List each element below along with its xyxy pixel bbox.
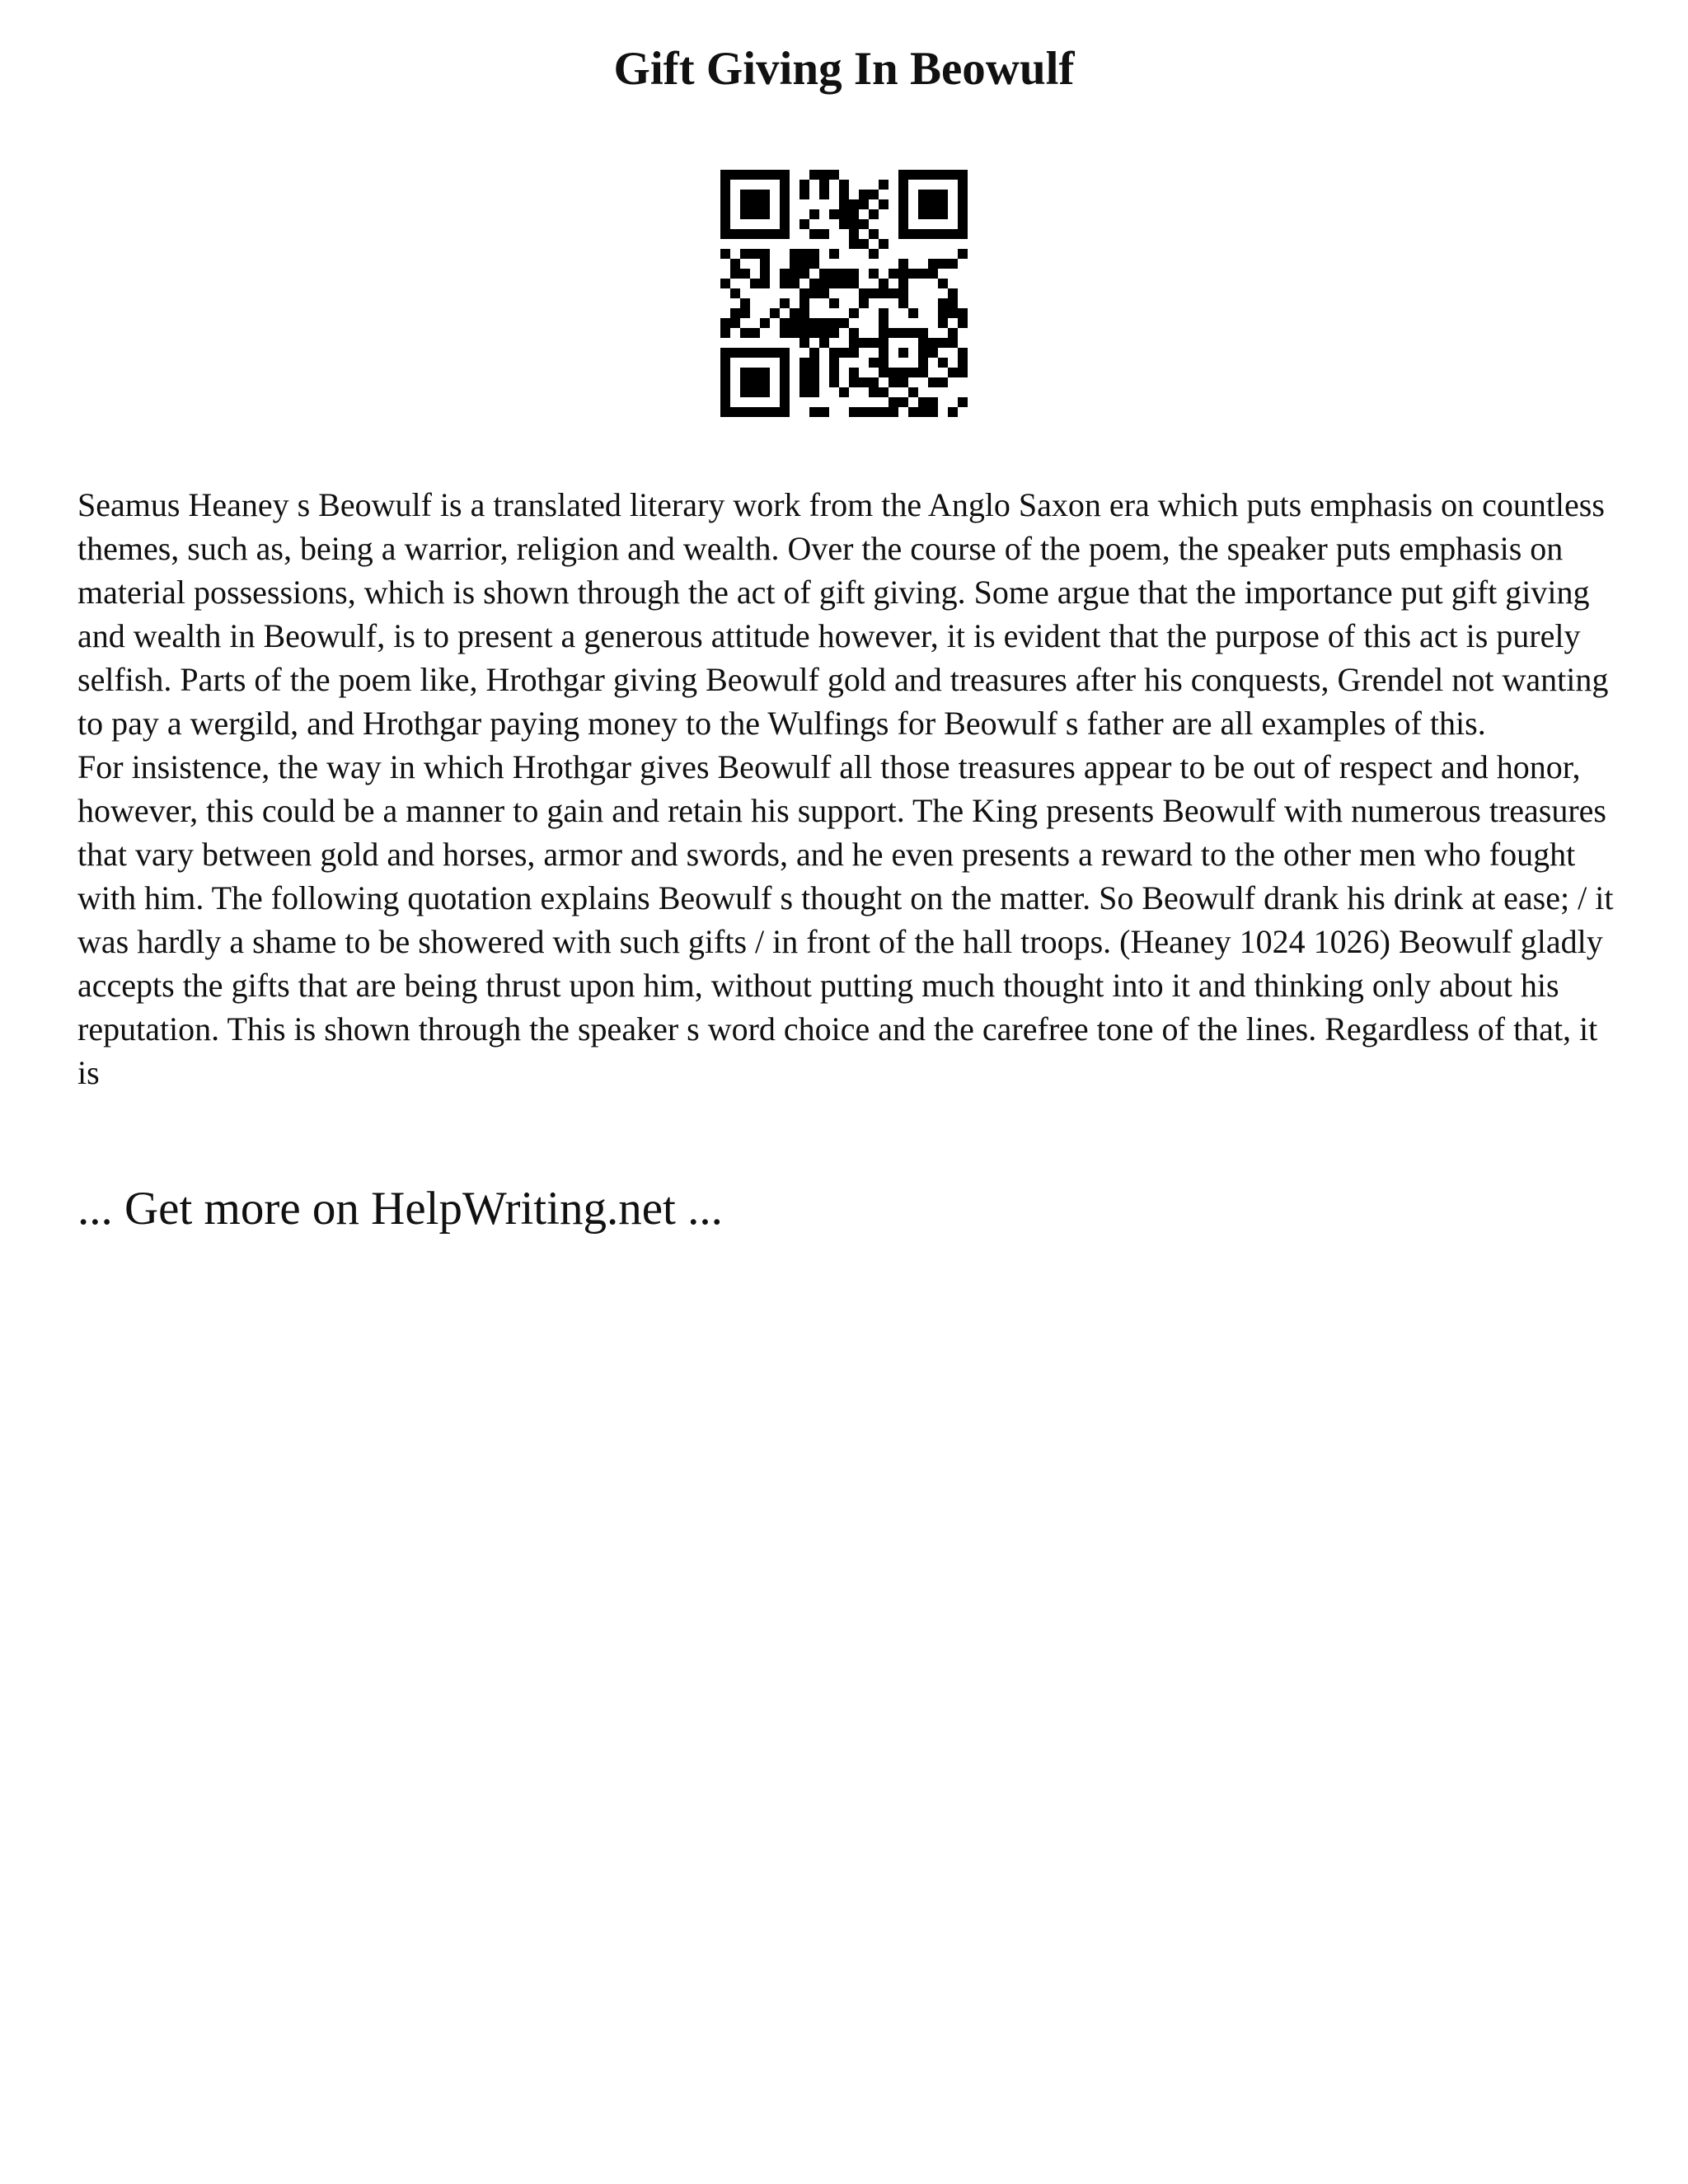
article-body <box>77 483 1627 1094</box>
get-more-link[interactable]: ... Get more on HelpWriting.net ... <box>77 1183 723 1235</box>
paragraph-1: Seamus Heaney s Beowulf is a translated literary work from the Anglo Saxon era which puts emphasis on countless themes, such as, being a warrior, religion and wealth. Over the course of the poem, the speaker puts emphasis on material possessions, which is shown through the act of gift giving. Some argue that the importance put gift giving and wealth in Beowulf, is to present a generous attitude however, it is evident that the purpose of this act is purely selfish. Parts of the poem like, Hrothgar giving Beowulf gold and treasures after his conquests, Grendel not wanting to pay a wergild, and Hrothgar paying money to the Wulfings for Beowulf s father are all examples of this. <box>77 486 1609 742</box>
qr-code-icon <box>720 170 968 417</box>
page-title: Gift Giving In Beowulf <box>613 43 1075 95</box>
paragraph-2: For insistence, the way in which Hrothgar gives Beowulf all those treasures appear to be out of respect and honor, however, this could be a manner to gain and retain his support. The King presents Beowulf with numerous treasures that vary between gold and horses, armor and swords, and he even presents a reward to the other men who fought with him. The following quotation explains Beowulf s thought on the matter. So Beowulf drank his drink at ease; / it was hardly a shame to be showered with such gifts / in front of the hall troops. (Heaney 1024 1026) Beowulf gladly accepts the gifts that are being thrust upon him, without putting much thought into it and thinking only about his reputation. This is shown through the speaker s word choice and the carefree tone of the lines. Regardless of that, it is <box>77 748 1614 1091</box>
